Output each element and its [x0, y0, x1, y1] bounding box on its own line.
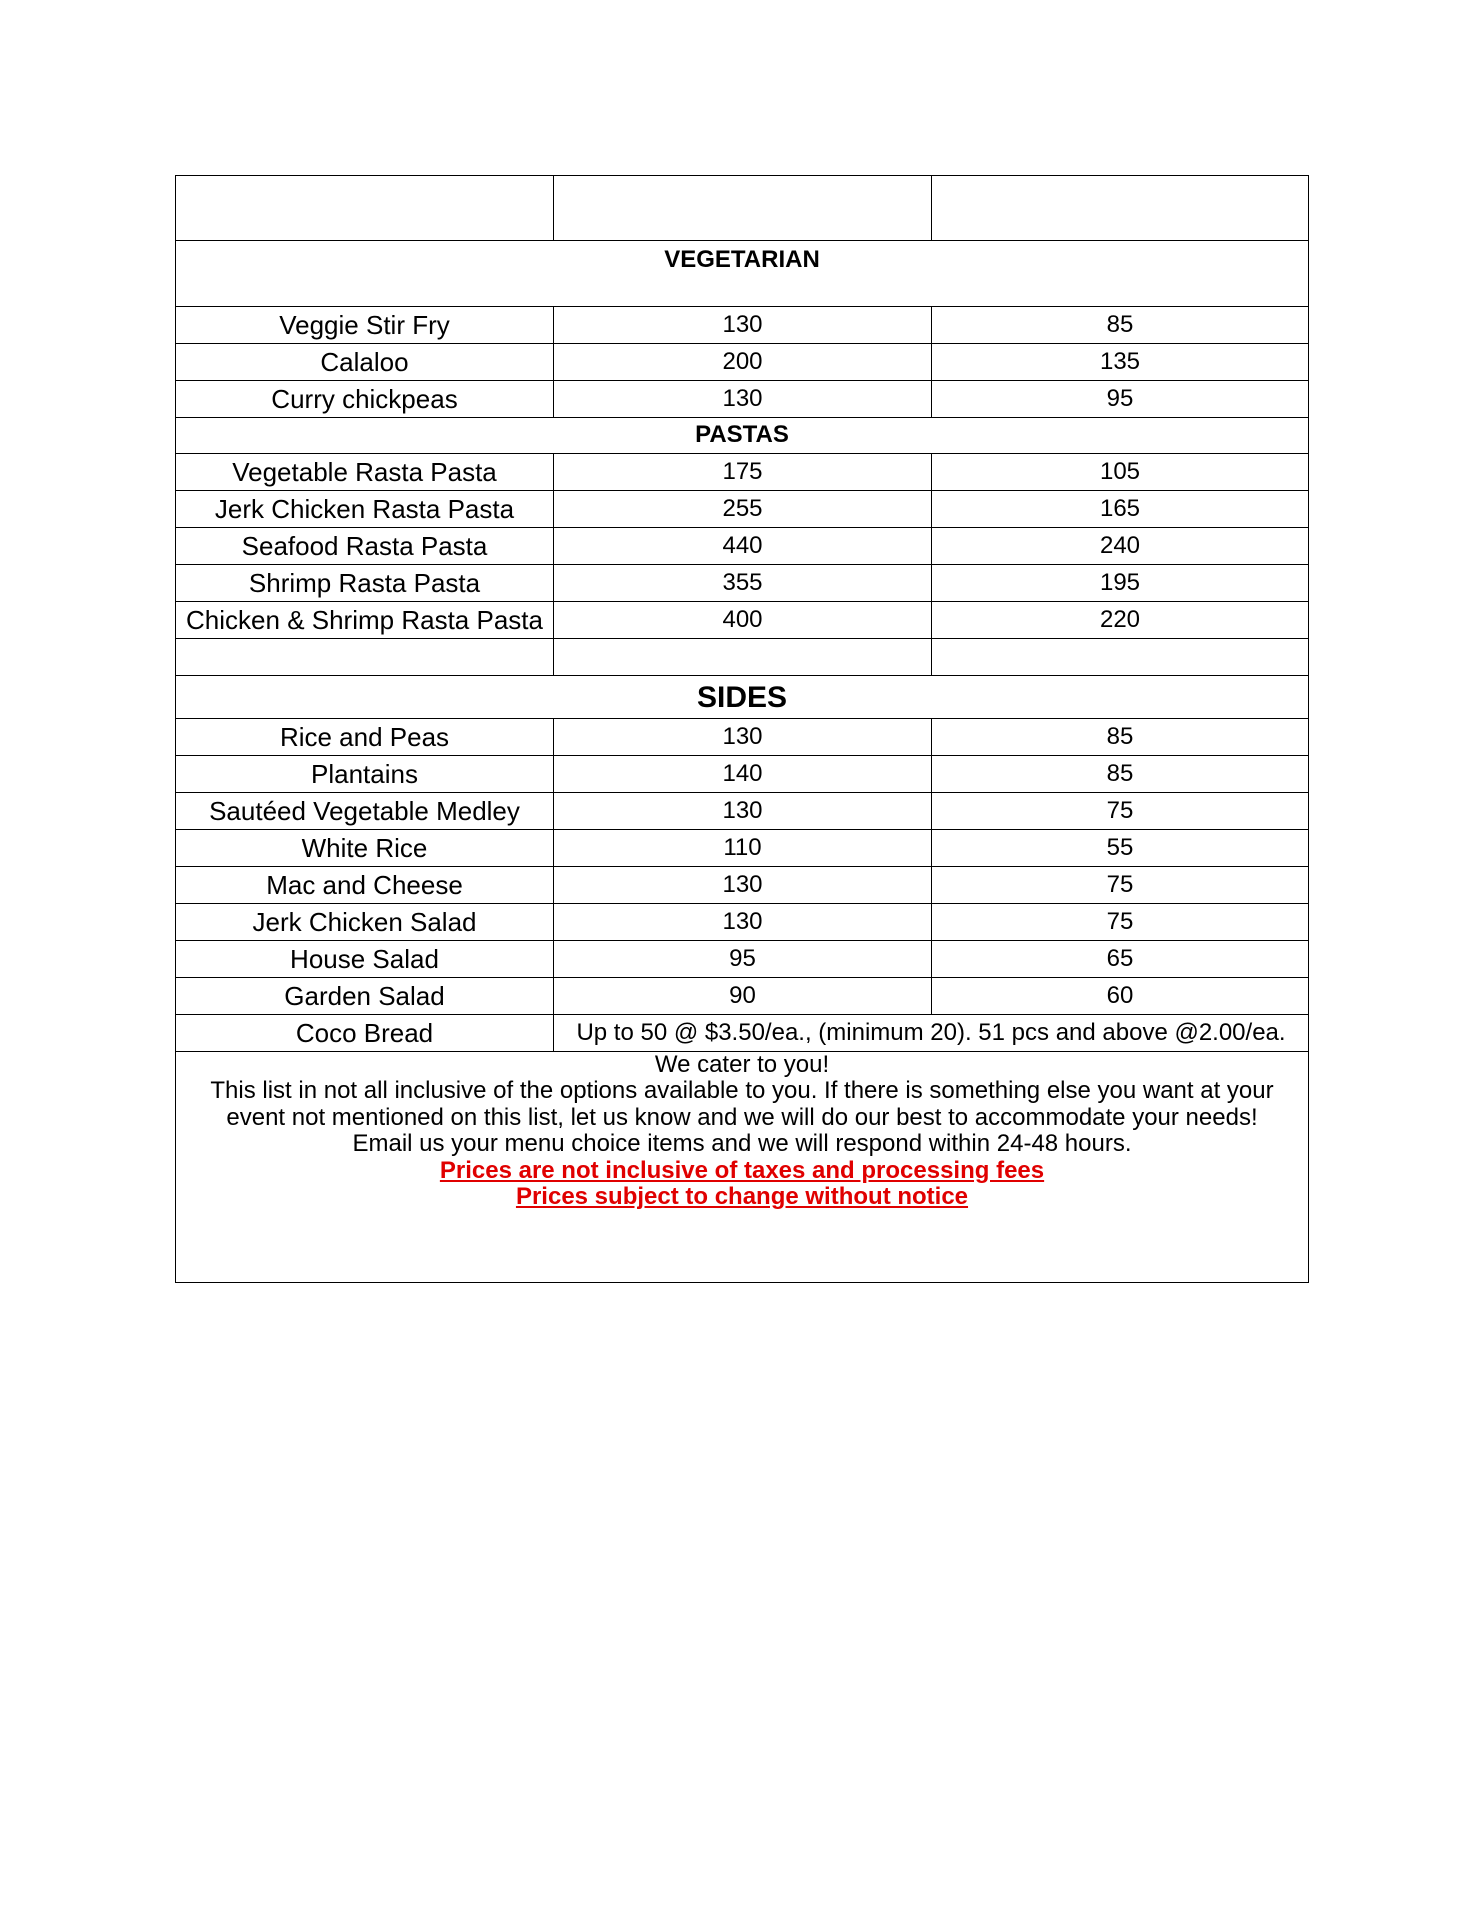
- item-price-b: 195: [932, 565, 1309, 602]
- item-name: Vegetable Rasta Pasta: [176, 454, 554, 491]
- item-name: Veggie Stir Fry: [176, 307, 554, 344]
- table-row: [176, 719, 1309, 756]
- table-row: [176, 756, 1309, 793]
- item-price-a: 95: [554, 941, 932, 978]
- empty-cell: [932, 176, 1309, 241]
- item-price-b: 220: [932, 602, 1309, 639]
- item-price-a: 140: [554, 756, 932, 793]
- section-title-pastas: PASTAS: [176, 418, 1309, 454]
- item-price-a: 90: [554, 978, 932, 1015]
- table-row: [176, 978, 1309, 1015]
- item-name: Curry chickpeas: [176, 381, 554, 418]
- coco-bread-pricing-note: Up to 50 @ $3.50/ea., (minimum 20). 51 pcs and above @2.00/ea.: [554, 1015, 1309, 1052]
- item-name: Calaloo: [176, 344, 554, 381]
- item-price-b: 75: [932, 904, 1309, 941]
- table-row: [176, 344, 1309, 381]
- coco-bread-row: [176, 1015, 1309, 1052]
- table-row: [176, 830, 1309, 867]
- item-name: Jerk Chicken Salad: [176, 904, 554, 941]
- item-name: Jerk Chicken Rasta Pasta: [176, 491, 554, 528]
- section-row-sides: [176, 676, 1309, 719]
- item-price-a: 200: [554, 344, 932, 381]
- empty-cell: [176, 176, 554, 241]
- item-price-a: 110: [554, 830, 932, 867]
- item-price-a: 130: [554, 381, 932, 418]
- item-price-a: 355: [554, 565, 932, 602]
- footer-row: [176, 1052, 1309, 1283]
- item-price-a: 130: [554, 793, 932, 830]
- item-price-b: 85: [932, 307, 1309, 344]
- empty-cell: [176, 639, 554, 676]
- empty-cell: [932, 639, 1309, 676]
- table-row: [176, 867, 1309, 904]
- table-row: [176, 381, 1309, 418]
- item-price-b: 75: [932, 793, 1309, 830]
- item-name: Seafood Rasta Pasta: [176, 528, 554, 565]
- item-price-b: 165: [932, 491, 1309, 528]
- footer-email-note: Email us your menu choice items and we will respond within 24-48 hours.: [352, 1130, 1132, 1158]
- sides-items: [176, 719, 1309, 1015]
- item-price-b: 240: [932, 528, 1309, 565]
- item-price-b: 95: [932, 381, 1309, 418]
- catering-menu-table: [175, 175, 1309, 1283]
- item-price-a: 255: [554, 491, 932, 528]
- item-price-b: 85: [932, 756, 1309, 793]
- section-title-sides: SIDES: [176, 676, 1309, 719]
- table-row: [176, 602, 1309, 639]
- item-price-a: 175: [554, 454, 932, 491]
- item-name: Shrimp Rasta Pasta: [176, 565, 554, 602]
- item-name: Coco Bread: [176, 1015, 554, 1052]
- empty-header-row: [176, 176, 1309, 241]
- empty-spacer-row: [176, 639, 1309, 676]
- item-price-b: 75: [932, 867, 1309, 904]
- section-row-vegetarian: [176, 241, 1309, 307]
- price-warning-taxes: Prices are not inclusive of taxes and processing fees: [439, 1156, 1045, 1184]
- table-row: [176, 793, 1309, 830]
- item-price-b: 60: [932, 978, 1309, 1015]
- vegetarian-items: [176, 307, 1309, 418]
- table-row: [176, 491, 1309, 528]
- item-price-b: 85: [932, 719, 1309, 756]
- item-name: House Salad: [176, 941, 554, 978]
- section-title-vegetarian: VEGETARIAN: [176, 241, 1309, 307]
- table-row: [176, 941, 1309, 978]
- item-price-b: 55: [932, 830, 1309, 867]
- item-price-b: 135: [932, 344, 1309, 381]
- item-name: Rice and Peas: [176, 719, 554, 756]
- item-price-b: 105: [932, 454, 1309, 491]
- section-row-pastas: [176, 418, 1309, 454]
- price-warning-change: Prices subject to change without notice: [515, 1182, 969, 1210]
- item-price-a: 130: [554, 307, 932, 344]
- item-name: Sautéed Vegetable Medley: [176, 793, 554, 830]
- item-name: Plantains: [176, 756, 554, 793]
- table-row: [176, 904, 1309, 941]
- item-price-a: 130: [554, 867, 932, 904]
- footer-notes: [176, 1052, 1309, 1283]
- item-price-a: 130: [554, 719, 932, 756]
- item-name: Chicken & Shrimp Rasta Pasta: [176, 602, 554, 639]
- footer-headline: We cater to you!: [654, 1051, 830, 1078]
- item-price-a: 440: [554, 528, 932, 565]
- table-row: [176, 528, 1309, 565]
- empty-cell: [554, 639, 932, 676]
- item-name: Garden Salad: [176, 978, 554, 1015]
- item-price-a: 130: [554, 904, 932, 941]
- item-name: White Rice: [176, 830, 554, 867]
- table-row: [176, 454, 1309, 491]
- pastas-items: [176, 454, 1309, 639]
- table-row: [176, 565, 1309, 602]
- empty-cell: [554, 176, 932, 241]
- footer-body: This list in not all inclusive of the options available to you. If there is something else you want at your event not mentioned on this list, let us know and we will do our best to accommodate your needs!: [210, 1077, 1274, 1131]
- item-price-a: 400: [554, 602, 932, 639]
- item-price-b: 65: [932, 941, 1309, 978]
- item-name: Mac and Cheese: [176, 867, 554, 904]
- table-row: [176, 307, 1309, 344]
